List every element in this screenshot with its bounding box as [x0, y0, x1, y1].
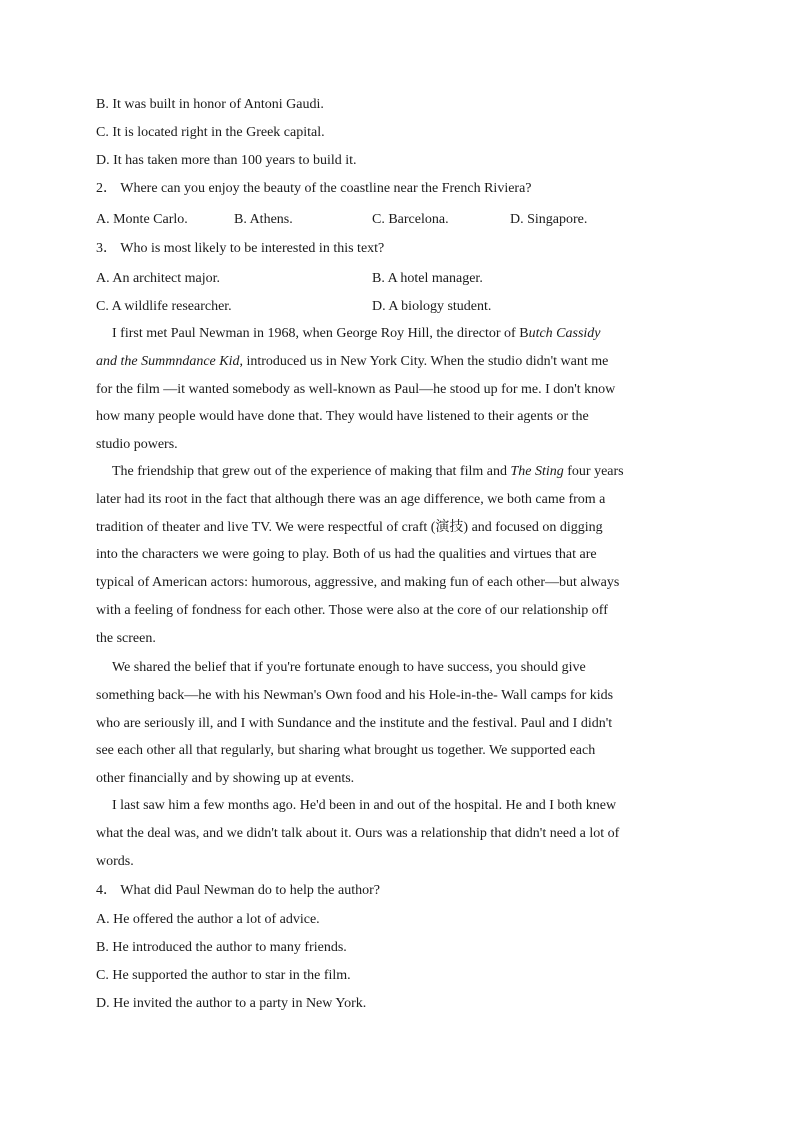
p2-line3: tradition of theater and live TV. We were respectful of craft (演技) and focused on digging	[96, 519, 603, 535]
p1-film-title-part1: utch Cassidy	[528, 326, 601, 341]
p2-line2: later had its root in the fact that although there was an age difference, we both came from a	[96, 491, 606, 507]
q1-option-c: C. It is located right in the Greek capital.	[96, 125, 325, 140]
q1-option-b: B. It was built in honor of Antoni Gaudi.	[96, 97, 324, 112]
q2-option-d: D. Singapore.	[510, 212, 588, 227]
p2-film-title: The Sting	[510, 464, 564, 479]
q3-option-d: D. A biology student.	[372, 299, 492, 314]
p3-line2: something back—he with his Newman's Own food and his Hole-in-the- Wall camps for kids	[96, 687, 614, 703]
p1-line5: studio powers.	[96, 437, 178, 453]
p1-line3: for the film —it wanted somebody as well-known as Paul—he stood up for me. I don't know	[96, 381, 616, 397]
p2-line1-text: The friendship that grew out of the experience of making that film and	[112, 464, 511, 479]
p1-film-title-part2: and the Summndance Kid	[96, 353, 240, 369]
q4-option-c: C. He supported the author to star in the film.	[96, 968, 351, 983]
q3-option-b: B. A hotel manager.	[372, 271, 483, 286]
q4-stem: 4． What did Paul Newman do to help the author?	[96, 883, 380, 898]
q4-option-b: B. He introduced the author to many friends.	[96, 940, 347, 955]
p1-line2-text: , introduced us in New York City. When the studio didn't want me	[239, 353, 609, 369]
p2-line1-tail: four years	[563, 464, 624, 479]
p2-line6: with a feeling of fondness for each other. Those were also at the core of our relationship off	[96, 602, 608, 618]
p3-line5: other financially and by showing up at events.	[96, 771, 355, 787]
q4-option-d: D. He invited the author to a party in New York.	[96, 996, 367, 1011]
q2-option-c: C. Barcelona.	[372, 212, 449, 227]
p1-line1-text: I first met Paul Newman in 1968, when George Roy Hill, the director of B	[112, 326, 529, 341]
q3-option-c: C. A wildlife researcher.	[96, 299, 232, 314]
p4-line2: what the deal was, and we didn't talk about it. Ours was a relationship that didn't need a lot of	[96, 825, 620, 841]
p1-line4: how many people would have done that. They would have listened to their agents or the	[96, 409, 589, 425]
passage-paragraph-4	[96, 792, 696, 875]
q1-option-d: D. It has taken more than 100 years to build it.	[96, 153, 357, 168]
p4-line3: words.	[96, 853, 134, 869]
passage-paragraph-1	[96, 320, 696, 459]
p3-line3: who are seriously ill, and I with Sundance and the institute and the festival. Paul and I didn't	[96, 715, 613, 731]
q3-option-a: A. An architect major.	[96, 271, 221, 286]
q3-stem: 3． Who is most likely to be interested in this text?	[96, 241, 385, 256]
p3-line4: see each other all that regularly, but sharing what brought us together. We supported each	[96, 743, 596, 759]
q2-option-b: B. Athens.	[234, 212, 293, 227]
passage-paragraph-2	[96, 458, 696, 653]
q2-stem: 2． Where can you enjoy the beauty of the coastline near the French Riviera?	[96, 181, 532, 196]
p2-line5: typical of American actors: humorous, aggressive, and making fun of each other—but always	[96, 575, 620, 591]
passage-paragraph-3	[96, 654, 696, 793]
p2-line4: into the characters we were going to play. Both of us had the qualities and virtues that are	[96, 547, 597, 563]
q2-option-a: A. Monte Carlo.	[96, 212, 188, 227]
q4-option-a: A. He offered the author a lot of advice.	[96, 912, 320, 927]
p3-line1: We shared the belief that if you're fortunate enough to have success, you should give	[112, 660, 586, 675]
p4-line1: I last saw him a few months ago. He'd been in and out of the hospital. He and I both knew	[112, 798, 617, 813]
p2-line7: the screen.	[96, 630, 156, 646]
